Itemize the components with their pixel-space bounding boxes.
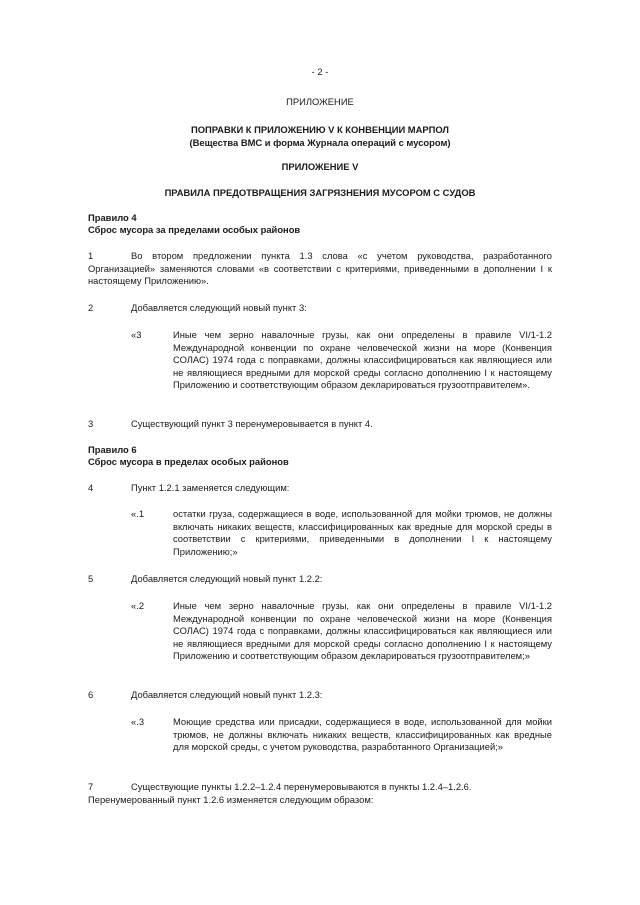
paragraph-text: Пункт 1.2.1 заменяется следующим: xyxy=(131,482,290,493)
paragraph-text: Добавляется следующий новый пункт 3: xyxy=(131,302,307,313)
page-number: - 2 - xyxy=(311,66,329,77)
rules-title: ПРАВИЛА ПРЕДОТВРАЩЕНИЯ ЗАГРЯЗНЕНИЯ МУСОРОМ С СУДОВ xyxy=(164,187,476,198)
paragraph-text: Существующий пункт 3 перенумеровывается в пункт 4. xyxy=(131,418,373,429)
paragraph-text: Во втором предложении пункта 1.3 слова «с учетом руководства, разработанного Организацией» заменяются словами «в соответствии с критериями, приведенными в дополнении I к настоящему Приложению». xyxy=(88,250,552,287)
rule-6-subheading: Сброс мусора в пределах особых районов xyxy=(88,456,289,467)
paragraph-number: 3 xyxy=(88,418,94,429)
quote-text: Иные чем зерно навалочные грузы, как они определены в правиле VI/1-1.2 Международной конвенции по охране человеческой жизни на море (Конвенция СОЛАС) 1974 года с поправками, должны классифицироваться как являющиеся или не являющиеся вредными для морской среды согласно дополнению I к настоящему Приложению и соответствующим образом декларироваться грузоотправителем». xyxy=(173,329,552,391)
quote-text: Моющие средства или присадки, содержащиеся в воде, использованной для мойки трюмов, не должны включать никаких веществ, классифицированных как вредные для морской среды, с учетом руководства, разработанного Организацией;» xyxy=(173,716,552,753)
quote-number: «.2 xyxy=(131,600,145,611)
rule-6-heading: Правило 6 xyxy=(88,444,137,455)
quote-number: «.3 xyxy=(131,716,145,727)
paragraph-text-continued: Перенумерованный пункт 1.2.6 изменяется следующим образом: xyxy=(88,794,374,805)
document-title: ПОПРАВКИ К ПРИЛОЖЕНИЮ V К КОНВЕНЦИИ МАРПОЛ xyxy=(190,124,449,135)
quote-number: «3 xyxy=(131,329,142,340)
paragraph-number: 2 xyxy=(88,302,94,313)
quote-number: «.1 xyxy=(131,508,145,519)
paragraph-text: Добавляется следующий новый пункт 1.2.3: xyxy=(131,689,323,700)
paragraph-number: 5 xyxy=(88,573,94,584)
annex-v-heading: ПРИЛОЖЕНИЕ V xyxy=(281,161,359,172)
quote-text: Иные чем зерно навалочные грузы, как они определены в правиле VI/1-1.2 Международной конвенции по охране человеческой жизни на море (Конвенция СОЛАС) 1974 года с поправками, должны классифицироваться как являющиеся или не являющиеся вредными для морской среды согласно дополнению I к настоящему Приложению и соответствующим образом декларироваться грузоотправителем;» xyxy=(173,600,552,662)
rule-4-subheading: Сброс мусора за пределами особых районов xyxy=(88,224,301,235)
paragraph-number: 6 xyxy=(88,689,94,700)
annex-label: ПРИЛОЖЕНИЕ xyxy=(286,96,354,107)
paragraph-number: 1 xyxy=(88,250,94,261)
quote-text: остатки груза, содержащиеся в воде, использованной для мойки трюмов, не должны включать никаких веществ, классифицированных как вредные для морской среды в соответствии с критериями, приведенными в дополнении I к настоящему Приложению;» xyxy=(173,508,552,557)
paragraph-number: 4 xyxy=(88,482,94,493)
paragraph-text: Существующие пункты 1.2.2–1.2.4 перенумеровываются в пункты 1.2.4–1.2.6. xyxy=(131,781,472,792)
document-subtitle: (Вещества ВМС и форма Журнала операций с мусором) xyxy=(189,137,451,148)
rule-4-heading: Правило 4 xyxy=(88,212,137,223)
paragraph-number: 7 xyxy=(88,781,94,792)
paragraph-text: Добавляется следующий новый пункт 1.2.2: xyxy=(131,573,323,584)
